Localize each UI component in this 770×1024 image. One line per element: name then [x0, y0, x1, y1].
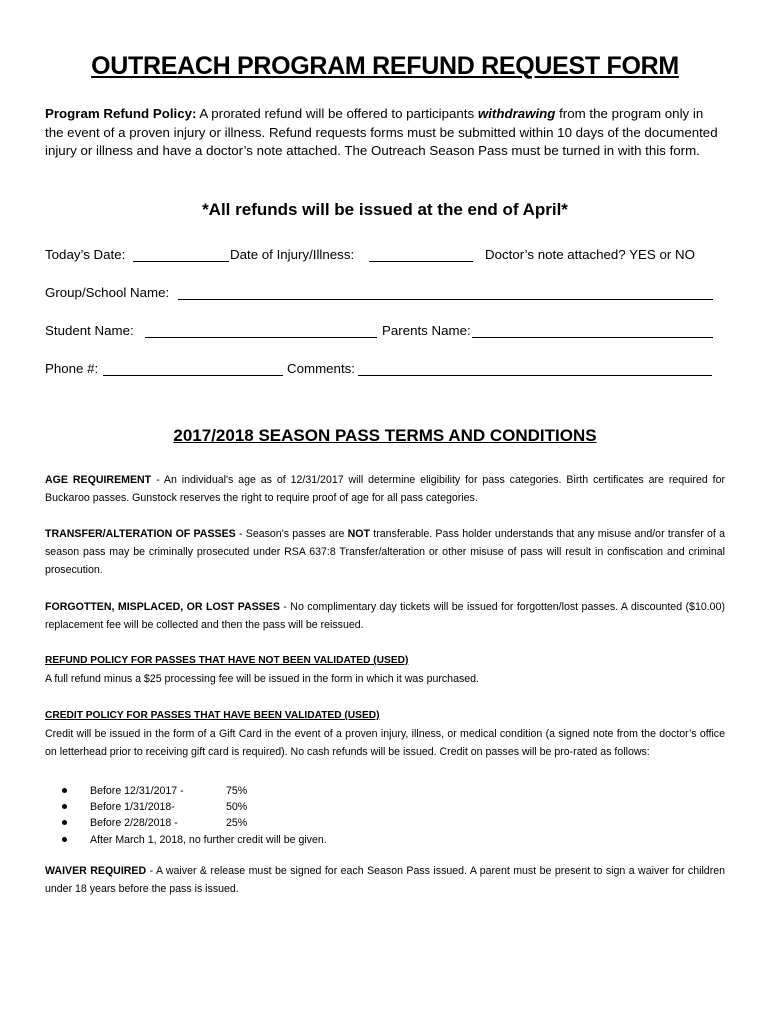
waiver-text: - A waiver & release must be signed for each Season Pass issued. A parent must be present to sign a waiver for children under 18 years before the pass is issued. [45, 865, 726, 895]
lost-pass-section [45, 598, 725, 634]
date-of-injury-field[interactable] [369, 247, 473, 262]
schedule-label: Before 2/28/2018 - [90, 817, 178, 830]
todays-date-field[interactable] [133, 247, 229, 262]
refund-text: A full refund minus a $25 processing fee will be issued in the form in which it was purchased. [45, 673, 479, 685]
credit-heading: CREDIT POLICY FOR PASSES THAT HAVE BEEN VALIDATED (USED) [45, 710, 380, 721]
transfer-emphasis: NOT [347, 528, 371, 540]
bullet-icon [62, 820, 67, 825]
lost-heading: FORGOTTEN, MISPLACED, OR LOST PASSES [45, 601, 280, 613]
credit-text: Credit will be issued in the form of a Gift Card in the event of a proven injury, illness, or medical condition (a signed note from the doctor’s office on letterhead prior to receiving gift card is required). No cash refunds will be issued. Credit on passes will be pro-rated as follows: [45, 728, 725, 758]
refund-notice: *All refunds will be issued at the end of April* [202, 200, 568, 219]
waiver-heading: WAIVER REQUIRED [45, 865, 147, 877]
names-row [45, 323, 715, 341]
schedule-percent: 25% [226, 817, 248, 830]
refund-policy-paragraph [45, 105, 725, 161]
policy-text-before: A prorated refund will be offered to participants [196, 106, 478, 121]
refund-heading: REFUND POLICY FOR PASSES THAT HAVE NOT BEEN VALIDATED (USED) [45, 655, 409, 666]
group-school-field[interactable] [178, 285, 713, 300]
date-of-injury-label: Date of Injury/Illness: [230, 247, 355, 262]
credit-policy-section [45, 707, 725, 761]
date-row [45, 247, 715, 265]
comments-label: Comments: [287, 361, 355, 376]
schedule-percent: 75% [226, 785, 248, 797]
age-heading: AGE REQUIREMENT [45, 474, 152, 486]
refund-policy-section [45, 652, 725, 688]
bullet-icon [62, 837, 67, 842]
group-school-label: Group/School Name: [45, 285, 170, 300]
parents-name-field[interactable] [472, 323, 713, 338]
parents-name-label: Parents Name: [382, 323, 471, 338]
schedule-label: After March 1, 2018, no further credit will be given. [90, 833, 327, 846]
schedule-label: Before 1/31/2018- [90, 801, 175, 814]
transfer-text-after: transferable. Pass holder understands that any misuse and/or transfer of a season pass may be criminally prosecuted under RSA 637:8 Transfer/alteration or other misuse of pass will result in confiscation and criminal prosecution. [45, 528, 725, 576]
form-title: OUTREACH PROGRAM REFUND REQUEST FORM [91, 52, 679, 80]
age-requirement-section [45, 471, 725, 507]
student-name-field[interactable] [145, 323, 377, 338]
todays-date-label: Today’s Date: [45, 247, 126, 262]
comments-field[interactable] [358, 361, 712, 376]
schedule-label: Before 12/31/2017 - [90, 785, 184, 797]
transfer-text-before: - Season's passes are [235, 528, 348, 540]
transfer-section [45, 525, 725, 579]
group-row [45, 285, 715, 303]
bullet-icon [62, 804, 67, 809]
phone-field[interactable] [103, 361, 283, 376]
bullet-icon [62, 788, 67, 793]
transfer-heading: TRANSFER/ALTERATION OF PASSES [45, 528, 236, 540]
age-text: - An individual's age as of 12/31/2017 will determine eligibility for pass categories. Birth certificates are required for Buckaroo passes. Gunstock reserves the right to require proof of age for all pass categories. [45, 474, 725, 504]
phone-label: Phone #: [45, 361, 99, 376]
doctors-note-label: Doctor’s note attached? YES or NO [485, 247, 695, 262]
terms-title: 2017/2018 SEASON PASS TERMS AND CONDITIONS [173, 426, 597, 445]
phone-row [45, 361, 715, 379]
policy-label: Program Refund Policy: [45, 106, 197, 121]
student-name-label: Student Name: [45, 323, 134, 338]
policy-emphasis: withdrawing [477, 106, 556, 121]
lost-text: - No complimentary day tickets will be issued for forgotten/lost passes. A discounted ($10.00) replacement fee will be collected and then the pass will be reissued. [45, 601, 725, 631]
waiver-section [45, 862, 725, 898]
policy-text-after: from the program only in the event of a proven injury or illness. Refund requests forms must be submitted within 10 days of the documented injury or illness and have a doctor’s note attached. The Outreach Season Pass must be turned in with this form. [45, 106, 718, 159]
schedule-percent: 50% [226, 801, 248, 814]
